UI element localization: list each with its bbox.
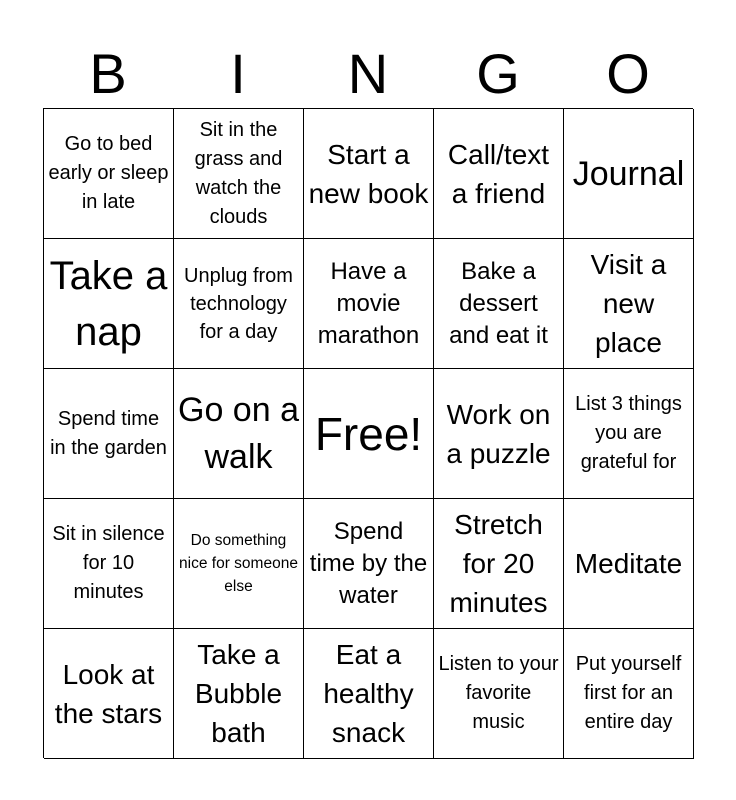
bingo-cell[interactable]	[44, 629, 174, 759]
bingo-cell[interactable]	[44, 109, 174, 239]
bingo-cell[interactable]	[564, 629, 694, 759]
cell-text: Meditate	[574, 548, 683, 579]
bingo-cell[interactable]	[564, 239, 694, 369]
cell-text: Sit in the grass and watch the clouds	[194, 118, 283, 228]
cell-text: Visit a new place	[590, 249, 667, 358]
cell-text: Look at the stars	[54, 658, 163, 729]
header-letter-i: I	[230, 42, 246, 105]
cell-text: Put yourself first for an entire day	[575, 653, 682, 733]
cell-text: List 3 things you are grateful for	[575, 393, 682, 473]
bingo-cell[interactable]	[434, 369, 564, 499]
cell-text: Bake a dessert and eat it	[449, 257, 548, 349]
bingo-cell[interactable]	[174, 109, 304, 239]
cell-text: Sit in silence for 10 minutes	[52, 523, 165, 603]
cell-text: Call/text a friend	[447, 138, 550, 209]
bingo-cell[interactable]	[304, 109, 434, 239]
cell-text: Eat a healthy snack	[323, 639, 414, 748]
cell-text: Stretch for 20 minutes	[449, 509, 548, 618]
cell-text: Have a movie marathon	[317, 257, 420, 349]
bingo-cell[interactable]	[564, 369, 694, 499]
bingo-cell[interactable]	[44, 499, 174, 629]
cell-text: Take a Bubble bath	[194, 639, 283, 748]
header-letter-o: O	[606, 42, 650, 105]
cell-text: Listen to your favorite music	[438, 653, 559, 733]
bingo-cell[interactable]	[304, 629, 434, 759]
cell-text: Spend time in the garden	[50, 407, 167, 459]
bingo-cell[interactable]	[304, 369, 434, 499]
bingo-header	[43, 40, 693, 108]
bingo-cell[interactable]	[434, 629, 564, 759]
bingo-grid	[43, 108, 693, 758]
cell-text: Work on a puzzle	[446, 398, 551, 469]
bingo-cell[interactable]	[434, 499, 564, 629]
bingo-cell[interactable]	[564, 499, 694, 629]
bingo-cell[interactable]	[44, 369, 174, 499]
cell-text: Go to bed early or sleep in late	[48, 133, 169, 213]
cell-text: Do something nice for someone else	[179, 532, 298, 595]
header-letter-n: N	[347, 42, 389, 105]
cell-text: Free!	[314, 407, 423, 460]
bingo-cell[interactable]	[174, 239, 304, 369]
bingo-cell[interactable]	[434, 109, 564, 239]
bingo-cell[interactable]	[174, 629, 304, 759]
cell-text: Spend time by the water	[309, 517, 428, 609]
bingo-cell[interactable]	[434, 239, 564, 369]
header-letter-b: B	[89, 42, 127, 105]
bingo-cell[interactable]	[174, 369, 304, 499]
cell-text: Take a nap	[49, 253, 168, 354]
bingo-cell[interactable]	[304, 239, 434, 369]
bingo-cell[interactable]	[564, 109, 694, 239]
bingo-cell[interactable]	[44, 239, 174, 369]
cell-text: Go on a walk	[178, 390, 299, 476]
cell-text: Start a new book	[308, 138, 429, 209]
cell-text: Unplug from technology for a day	[184, 264, 293, 343]
header-letter-g: G	[476, 42, 520, 105]
cell-text: Journal	[572, 154, 685, 193]
bingo-cell[interactable]	[174, 499, 304, 629]
bingo-cell[interactable]	[304, 499, 434, 629]
